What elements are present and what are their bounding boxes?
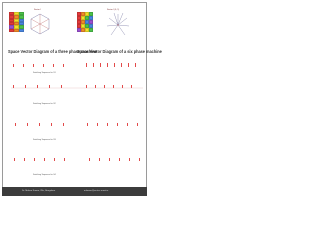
- right-diagram-label: Sector I (6, 1): [107, 9, 120, 11]
- left-diagram-label: Sector I: [34, 9, 41, 11]
- switching-waveform-row-2: [11, 82, 143, 90]
- footer-bar: [2, 187, 147, 196]
- switching-label-1: Switching Sequence for S1: [33, 72, 56, 74]
- switching-waveform-row-1: [11, 61, 143, 69]
- slide-frame: [2, 2, 162, 196]
- footer-email: mkumar@ee.iisc.ernet.in: [84, 189, 109, 192]
- switching-label-2: Switching Sequence for S2: [33, 103, 56, 105]
- right-space-vector-diagram: [98, 8, 138, 40]
- switching-waveform-row-4: [11, 155, 143, 163]
- switching-waveform-row-3: [11, 120, 143, 128]
- footer-author: Dr. Mohan Kumar, IISc, Bangalore: [22, 189, 56, 192]
- left-space-vector-diagram: [28, 8, 52, 40]
- switching-label-3: Switching Sequence for S3: [33, 139, 56, 141]
- right-color-table: [77, 12, 93, 32]
- left-color-table: [9, 12, 24, 32]
- switching-label-4: Switching Sequence for S4: [33, 174, 56, 176]
- right-heading: Space Vector Diagram of a six phase machine: [77, 49, 162, 54]
- left-heading: Space Vector Diagram of a three phase machine: [8, 49, 97, 54]
